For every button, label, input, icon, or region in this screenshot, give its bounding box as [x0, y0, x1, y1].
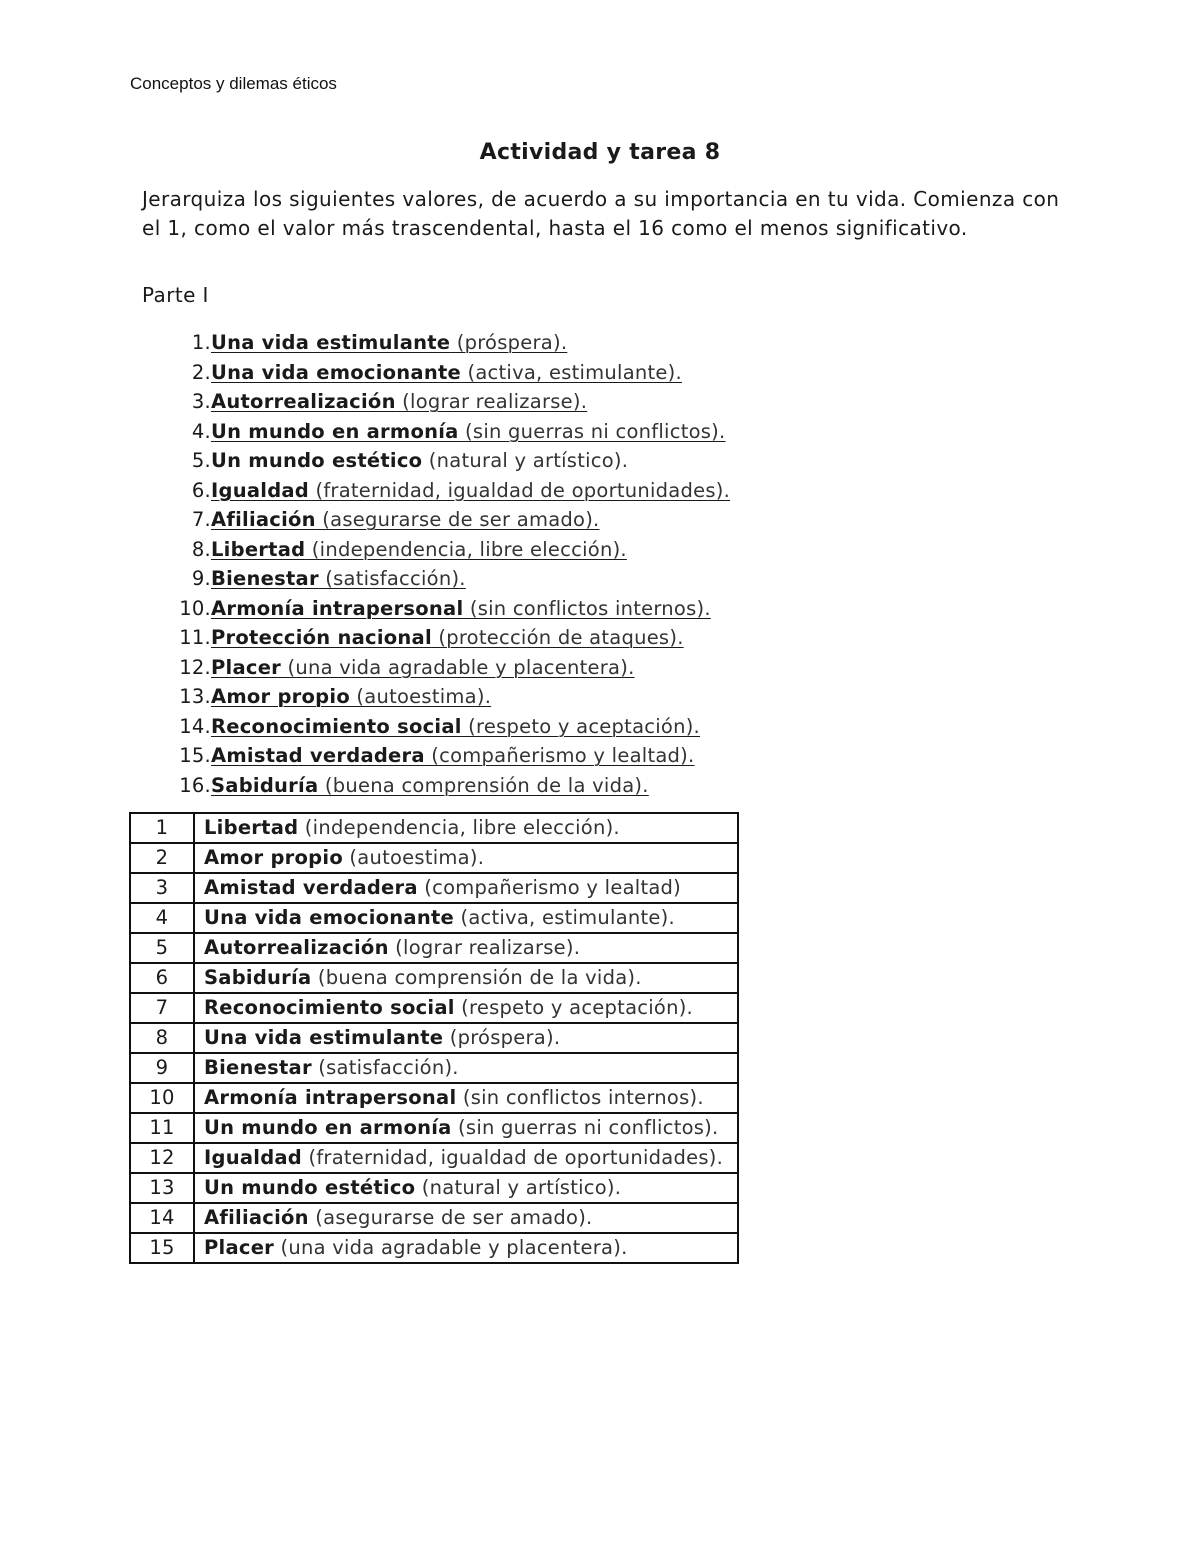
rank-cell: 8 [130, 1023, 194, 1053]
list-item-number: 7. [191, 508, 211, 531]
value-name: Igualdad [204, 1146, 303, 1169]
value-name: Libertad [204, 816, 299, 839]
value-description: (independencia, libre elección). [305, 537, 627, 561]
table-row [130, 1203, 738, 1233]
value-description: (buena comprensión de la vida). [318, 773, 649, 797]
value-name: Bienestar [211, 567, 319, 590]
list-item-number: 8. [191, 537, 211, 561]
list-item [142, 771, 730, 801]
value-name: Reconocimiento social [211, 714, 462, 738]
value-description: (asegurarse de ser amado). [315, 508, 600, 531]
list-item-number: 16. [179, 773, 211, 797]
rank-cell: 3 [130, 873, 194, 903]
value-description: (satisfacción). [311, 1056, 459, 1079]
table-row [130, 1023, 738, 1053]
value-cell [194, 1113, 738, 1143]
value-name: Placer [204, 1236, 275, 1259]
list-item-number: 11. [179, 626, 211, 649]
value-name: Amor propio [211, 685, 350, 708]
rank-cell: 1 [130, 813, 194, 843]
value-name: Un mundo en armonía [204, 1116, 452, 1139]
value-name: Sabiduría [204, 966, 312, 989]
table-row [130, 993, 738, 1023]
value-name: Armonía intrapersonal [204, 1086, 457, 1109]
list-item-text [211, 479, 730, 502]
list-item [142, 446, 730, 476]
value-description: (compañerismo y lealtad) [417, 876, 682, 899]
list-item-number: 12. [179, 655, 211, 679]
list-item [142, 387, 730, 417]
value-name: Reconocimiento social [204, 996, 455, 1019]
value-name: Amor propio [204, 846, 343, 869]
value-description: (natural y artístico). [415, 1176, 622, 1199]
list-item-text [211, 715, 700, 738]
value-cell [194, 903, 738, 933]
value-cell [194, 1143, 738, 1173]
value-description: (satisfacción). [318, 567, 466, 590]
table-row [130, 873, 738, 903]
table-row [130, 903, 738, 933]
list-item [142, 328, 730, 358]
value-description: (fraternidad, igualdad de oportunidades). [302, 1146, 724, 1169]
rank-cell: 14 [130, 1203, 194, 1233]
value-name: Protección nacional [211, 626, 432, 649]
list-item-number: 13. [179, 685, 211, 708]
value-cell [194, 1083, 738, 1113]
value-description: (buena comprensión de la vida). [311, 966, 642, 989]
list-item [142, 594, 730, 624]
list-item-number: 9. [191, 567, 211, 590]
value-cell [194, 1023, 738, 1053]
value-cell [194, 843, 738, 873]
value-description: (lograr realizarse). [395, 390, 588, 413]
value-name: Autorrealización [211, 390, 396, 413]
value-description: (autoestima). [349, 685, 492, 708]
value-name: Un mundo en armonía [211, 419, 459, 443]
value-description: (asegurarse de ser amado). [308, 1206, 593, 1229]
list-item-text [211, 390, 587, 413]
ranking-table [129, 812, 739, 1264]
value-description: (activa, estimulante). [454, 906, 675, 929]
list-item [142, 417, 730, 447]
list-item [142, 653, 730, 683]
page-header: Conceptos y dilemas éticos [130, 74, 337, 93]
rank-cell: 11 [130, 1113, 194, 1143]
rank-cell: 7 [130, 993, 194, 1023]
value-description: (natural y artístico). [422, 449, 629, 472]
list-item-text [211, 508, 600, 531]
value-cell [194, 873, 738, 903]
list-item [142, 623, 730, 653]
table-row [130, 963, 738, 993]
rank-cell: 9 [130, 1053, 194, 1083]
value-description: (activa, estimulante). [461, 360, 682, 384]
list-item-number: 15. [179, 744, 211, 767]
value-description: (próspera). [443, 1026, 561, 1049]
value-name: Una vida emocionante [211, 360, 462, 384]
value-name: Afiliación [204, 1206, 309, 1229]
value-name: Bienestar [204, 1056, 312, 1079]
rank-cell: 2 [130, 843, 194, 873]
value-description: (respeto y aceptación). [461, 714, 701, 738]
rank-cell: 4 [130, 903, 194, 933]
list-item-number: 14. [179, 714, 211, 738]
rank-cell: 15 [130, 1233, 194, 1263]
table-row [130, 813, 738, 843]
list-item [142, 535, 730, 565]
list-item-number: 6. [191, 478, 211, 502]
value-name: Una vida estimulante [211, 331, 451, 354]
value-name: Armonía intrapersonal [211, 596, 464, 620]
list-item-text [211, 538, 627, 561]
value-cell [194, 1053, 738, 1083]
list-item-text [211, 567, 466, 590]
rank-cell: 10 [130, 1083, 194, 1113]
list-item-text [211, 361, 682, 384]
value-description: (próspera). [450, 331, 568, 354]
value-description: (una vida agradable y placentera). [274, 1236, 628, 1259]
list-item-text [211, 331, 567, 354]
list-item-text [211, 656, 635, 679]
value-name: Amistad verdadera [211, 744, 425, 767]
value-description: (autoestima). [342, 846, 485, 869]
list-item-text [211, 685, 491, 708]
table-row [130, 1113, 738, 1143]
value-description: (sin guerras ni conflictos). [458, 419, 726, 443]
table-row [130, 933, 738, 963]
value-cell [194, 1203, 738, 1233]
value-name: Una vida emocionante [204, 906, 455, 929]
rank-cell: 5 [130, 933, 194, 963]
value-description: (lograr realizarse). [388, 936, 581, 959]
list-item-number: 10. [179, 596, 211, 620]
value-cell [194, 1233, 738, 1263]
table-row [130, 843, 738, 873]
value-description: (una vida agradable y placentera). [281, 655, 635, 679]
list-item [142, 712, 730, 742]
list-item [142, 358, 730, 388]
value-cell [194, 933, 738, 963]
value-name: Una vida estimulante [204, 1026, 444, 1049]
document-title: Actividad y tarea 8 [479, 140, 721, 165]
value-cell [194, 993, 738, 1023]
value-name: Autorrealización [204, 936, 389, 959]
value-description: (sin conflictos internos). [456, 1086, 704, 1109]
list-item [142, 505, 730, 535]
table-row [130, 1053, 738, 1083]
value-cell [194, 963, 738, 993]
list-item-text [211, 744, 694, 767]
rank-cell: 12 [130, 1143, 194, 1173]
instructions-paragraph: Jerarquiza los siguientes valores, de acuerdo a su importancia en tu vida. Comienza con el 1, como el valor más trascendental, hasta el 16 como el menos significativo. [142, 187, 1060, 240]
list-item-number: 3. [191, 390, 211, 413]
rank-cell: 6 [130, 963, 194, 993]
list-item-number: 5. [191, 449, 211, 472]
list-item [142, 476, 730, 506]
list-item-number: 4. [191, 419, 211, 443]
value-name: Amistad verdadera [204, 876, 418, 899]
value-name: Sabiduría [211, 773, 319, 797]
value-description: (protección de ataques). [431, 626, 684, 649]
value-name: Placer [211, 655, 282, 679]
list-item-text [211, 449, 628, 472]
value-name: Afiliación [211, 508, 316, 531]
list-item [142, 741, 730, 771]
value-description: (fraternidad, igualdad de oportunidades). [309, 478, 731, 502]
value-description: (compañerismo y lealtad). [424, 744, 695, 767]
part-label: Parte I [142, 283, 209, 307]
value-cell [194, 813, 738, 843]
rank-cell: 13 [130, 1173, 194, 1203]
list-item-text [211, 420, 725, 443]
values-list [142, 328, 730, 800]
value-description: (sin conflictos internos). [463, 596, 711, 620]
list-item-text [211, 597, 711, 620]
value-name: Libertad [211, 537, 306, 561]
value-name: Un mundo estético [211, 449, 423, 472]
value-description: (sin guerras ni conflictos). [451, 1116, 719, 1139]
table-row [130, 1143, 738, 1173]
list-item-number: 2. [191, 360, 211, 384]
value-name: Un mundo estético [204, 1176, 416, 1199]
table-row [130, 1083, 738, 1113]
table-row [130, 1233, 738, 1263]
list-item-text [211, 774, 649, 797]
table-row [130, 1173, 738, 1203]
value-cell [194, 1173, 738, 1203]
list-item [142, 682, 730, 712]
value-name: Igualdad [211, 478, 310, 502]
value-description: (independencia, libre elección). [298, 816, 620, 839]
list-item-text [211, 626, 684, 649]
list-item-number: 1. [191, 331, 211, 354]
list-item [142, 564, 730, 594]
value-description: (respeto y aceptación). [454, 996, 694, 1019]
